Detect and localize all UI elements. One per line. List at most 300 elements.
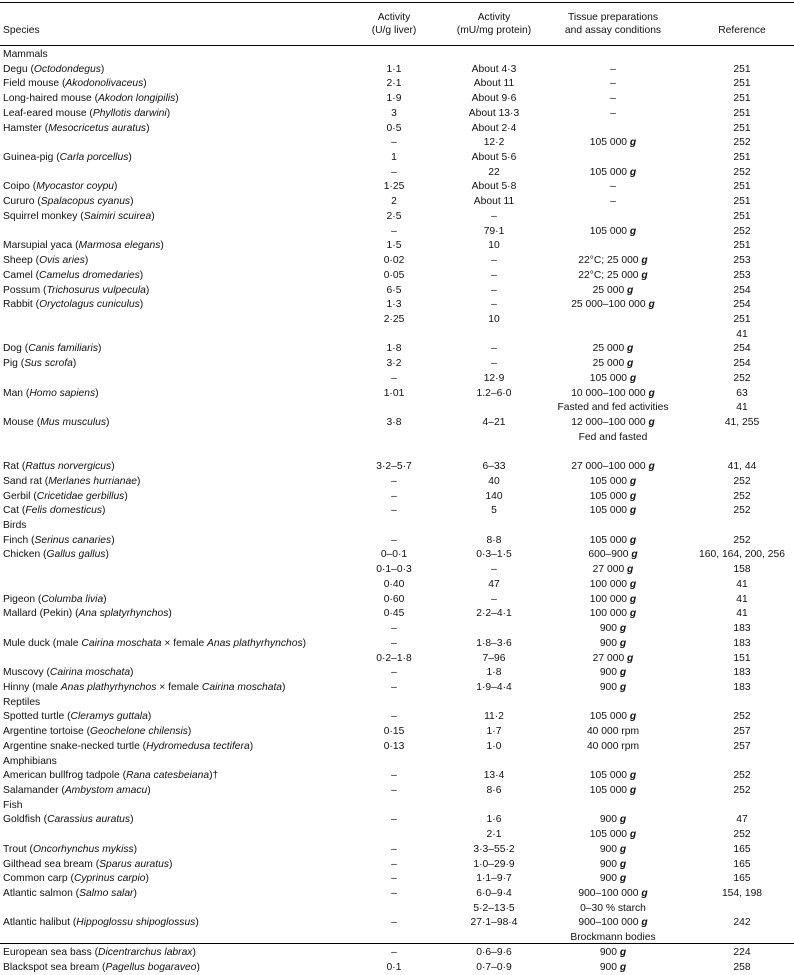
activity-protein-cell: 27·1–98·4 [470, 917, 518, 929]
species-cell [3, 77, 147, 91]
gravity-unit: g [619, 946, 627, 958]
activity-protein-cell: – [491, 299, 497, 311]
scientific-name: Marmosa elegans [78, 240, 161, 252]
species-name: Chicken ( [3, 549, 47, 561]
activity-protein-cell: 1·0 [486, 740, 502, 752]
species-text: ) [130, 196, 134, 208]
table-row [0, 578, 794, 592]
activity-protein-cell: 10 [488, 240, 500, 252]
scientific-name: Ana splatyrhynchos [78, 608, 169, 620]
scientific-name: Rana catesbeiana [126, 770, 210, 782]
tissue-text: 900–100 000 [578, 917, 642, 929]
activity-protein-cell: 1·6 [486, 814, 502, 826]
activity-liver-cell: 2·25 [383, 313, 405, 325]
table-row [0, 475, 794, 489]
activity-liver-cell: – [391, 873, 397, 885]
species-text: ) [114, 181, 118, 193]
activity-liver-cell: 3 [391, 107, 397, 119]
gravity-unit: g [629, 770, 637, 782]
header-tissue [540, 11, 686, 37]
species-cell [3, 387, 99, 401]
tissue-text: 900 [599, 681, 620, 693]
activity-liver-cell: – [391, 667, 397, 679]
scientific-name: Cyprinus carpio [73, 873, 146, 885]
gravity-unit: g [619, 873, 627, 885]
activity-liver-cell: 1·3 [386, 299, 402, 311]
species-text: ) [139, 269, 144, 281]
tissue-cell [548, 813, 678, 827]
activity-liver-cell: 0·2–1·8 [376, 652, 412, 664]
species-cell [3, 122, 150, 136]
gravity-unit: g [629, 711, 637, 723]
gravity-unit: g [619, 637, 627, 649]
tissue-text: 105 000 [589, 475, 630, 487]
tissue-text: 105 000 [589, 711, 630, 723]
scientific-name: Salmo salar [79, 888, 134, 900]
activity-protein-cell: 13·4 [483, 770, 505, 782]
scientific-name: Felis domesticus [25, 505, 103, 517]
activity-protein-cell: – [491, 284, 497, 296]
species-cell [3, 813, 134, 827]
activity-liver-cell: – [391, 505, 397, 517]
species-cell [3, 961, 200, 975]
species-name: Argentine snake-necked turtle ( [3, 740, 147, 752]
scientific-name: Hippoglossu shipoglossus [76, 917, 196, 929]
tissue-text: 105 000 [589, 534, 630, 546]
scientific-name: Pagellus bogaraveo [105, 961, 197, 973]
reference-cell: 251 [733, 107, 751, 119]
tissue-text: 105 000 [589, 785, 630, 796]
species-cell [3, 239, 164, 253]
tissue-cell [548, 622, 678, 636]
reference-cell: 252 [733, 770, 751, 782]
tissue-cell [548, 946, 678, 960]
gravity-unit: g [629, 137, 637, 149]
species-name: Argentine tortoise ( [3, 726, 90, 738]
species-cell [3, 475, 140, 489]
reference-cell: 251 [733, 152, 751, 164]
activity-protein-cell: About 2·4 [471, 122, 517, 134]
activity-protein-cell: About 4·3 [471, 63, 517, 75]
activity-protein-cell: About 11 [473, 196, 515, 208]
species-cell [3, 946, 196, 960]
tissue-cell [548, 916, 678, 930]
scientific-name: Sus scrofa [24, 358, 73, 370]
reference-cell: 41, 255 [724, 417, 760, 428]
reference-cell: 252 [733, 372, 751, 384]
activity-liver-cell: 0·13 [383, 740, 405, 752]
species-cell [3, 298, 143, 312]
tissue-cell [548, 681, 678, 695]
species-name: Amphibians [3, 755, 57, 767]
activity-protein-cell: 1·9–4·4 [476, 681, 512, 693]
table-row [0, 725, 794, 739]
activity-liver-cell: 1·8 [386, 343, 402, 355]
activity-liver-cell: 0·05 [383, 269, 405, 281]
species-name: Pig ( [3, 358, 25, 370]
tissue-text: Fed and fasted [578, 431, 648, 443]
species-name: Reptiles [3, 696, 41, 708]
species-cell [3, 416, 109, 430]
reference-cell: 41 [736, 578, 748, 590]
tissue-cell [548, 225, 678, 239]
tissue-text: 105 000 [589, 137, 630, 149]
reference-cell: 183 [733, 637, 751, 649]
species-text: ) [111, 461, 115, 473]
activity-protein-cell: 0·6–9·6 [476, 946, 512, 958]
activity-liver-cell: – [391, 681, 397, 693]
table-row [0, 710, 794, 724]
species-cell [3, 460, 115, 474]
table-row [0, 828, 794, 842]
tissue-cell [548, 77, 678, 91]
reference-cell: 252 [733, 829, 751, 841]
gravity-unit: g [629, 166, 637, 178]
tissue-text: 10 000–100 000 [571, 387, 649, 399]
activity-protein-cell: – [491, 593, 497, 605]
activity-liver-cell: 1 [391, 152, 397, 164]
activity-liver-cell: 3·2–5·7 [376, 461, 412, 473]
reference-cell: 242 [733, 917, 751, 929]
species-cell [3, 725, 191, 739]
reference-cell: 41 [736, 608, 748, 620]
gravity-unit: g [627, 284, 634, 296]
activity-protein-cell: 1.2–6·0 [476, 387, 512, 399]
table-row [0, 151, 794, 165]
activity-liver-cell: 3·2 [386, 358, 402, 370]
species-name: American bullfrog tadpole ( [3, 770, 127, 782]
scientific-name: Canis familiaris [28, 343, 98, 355]
gravity-unit: g [629, 372, 637, 384]
species-cell [3, 490, 128, 504]
tissue-text: Fasted and fed activities [557, 402, 669, 414]
table-row [0, 445, 794, 459]
species-text: ) [84, 255, 89, 267]
species-text: ) [145, 284, 150, 296]
activity-liver-cell: – [391, 888, 397, 900]
activity-liver-cell: – [391, 711, 397, 723]
activity-protein-cell: 40 [488, 475, 500, 487]
species-text: ) [169, 858, 173, 870]
species-text: ) [143, 78, 147, 90]
reference-cell: 183 [733, 667, 751, 679]
tissue-cell [548, 902, 678, 916]
reference-cell: 252 [733, 785, 751, 796]
species-text: ) [282, 681, 286, 693]
table-row [0, 416, 794, 430]
table-row [0, 298, 794, 312]
tissue-text: 900 [599, 814, 620, 826]
species-cell [3, 210, 155, 224]
scientific-name: Hydromedusa tectifera [146, 740, 250, 752]
table-row [0, 652, 794, 666]
species-cell [3, 887, 137, 901]
table-row [0, 696, 794, 710]
species-name: Field mouse ( [3, 78, 66, 90]
activity-liver-cell: – [391, 770, 397, 782]
species-name: Squirrel monkey ( [3, 210, 84, 222]
table-row [0, 313, 794, 327]
species-text: ) [106, 417, 110, 428]
tissue-text: – [610, 93, 616, 105]
reference-cell: 251 [733, 210, 751, 222]
species-name: Cat ( [3, 505, 26, 517]
activity-liver-cell: – [391, 372, 397, 384]
table-row [0, 784, 794, 798]
table-row [0, 843, 794, 857]
activity-liver-cell: 0·02 [383, 255, 405, 267]
gravity-unit: g [619, 961, 627, 973]
activity-liver-cell: 0·45 [383, 608, 405, 620]
table-row [0, 563, 794, 577]
gravity-unit: g [629, 505, 637, 517]
activity-protein-cell: – [491, 269, 497, 281]
activity-liver-cell: – [391, 623, 397, 635]
table-row [0, 622, 794, 636]
scientific-name: Mesocricetus auratus [48, 122, 147, 134]
reference-cell: 254 [733, 284, 751, 296]
activity-liver-cell: – [391, 637, 397, 649]
species-text: ) [147, 711, 152, 723]
tissue-text: 900 [599, 873, 620, 885]
species-name: Common carp ( [3, 873, 74, 885]
activity-liver-cell: 0–0·1 [380, 549, 408, 561]
species-name: Blackspot sea bream ( [3, 961, 106, 973]
activity-protein-cell: 1·8 [486, 667, 502, 679]
scientific-name: Rattus norvergicus [25, 461, 112, 473]
reference-cell: 154, 198 [721, 888, 763, 900]
tissue-cell [548, 548, 678, 562]
species-cell [3, 799, 22, 813]
activity-liver-cell: 0·5 [386, 122, 402, 134]
activity-liver-cell: 2·5 [386, 210, 402, 222]
table-row [0, 887, 794, 901]
tissue-text: 25 000 [592, 343, 628, 355]
tissue-cell [548, 298, 678, 312]
gravity-unit: g [619, 623, 627, 635]
table-row [0, 946, 794, 960]
scientific-name: Akodon longipilis [98, 93, 176, 105]
species-text: ) [72, 358, 77, 370]
species-name: Fish [3, 799, 23, 811]
tissue-text: 22°C; 25 000 [578, 255, 642, 267]
tissue-text: 600–900 [588, 549, 632, 561]
activity-liver-cell: 2 [391, 196, 397, 208]
activity-liver-cell: 0·15 [383, 726, 405, 738]
activity-protein-cell: 0·3–1·5 [476, 549, 512, 561]
tissue-cell [548, 725, 678, 739]
tissue-text: 900 [599, 637, 620, 649]
species-name: Salamander ( [3, 785, 65, 796]
species-cell [3, 534, 115, 548]
species-cell [3, 784, 151, 798]
species-name: Guinea-pig ( [3, 152, 60, 164]
activity-protein-cell: 10 [488, 313, 500, 325]
activity-liver-cell: – [391, 475, 397, 487]
header-line: Activity [477, 12, 511, 23]
scientific-name: Ambystom amacu [64, 785, 148, 796]
gravity-unit: g [619, 814, 627, 826]
species-text: × female [156, 681, 202, 693]
activity-liver-cell: – [391, 225, 397, 237]
tissue-text: 900 [599, 623, 620, 635]
species-text: ) [128, 152, 132, 164]
scientific-name: Oncorhynchus mykiss [32, 843, 134, 855]
tissue-text: 100 000 [589, 593, 630, 605]
species-name: European sea bass ( [3, 946, 99, 958]
species-text: ) [103, 593, 107, 605]
scientific-name: Ovis aries [39, 255, 85, 267]
reference-cell: 41 [736, 593, 748, 605]
activity-liver-cell: 1·5 [386, 240, 402, 252]
tissue-cell [548, 563, 678, 577]
reference-cell: 258 [733, 961, 751, 973]
tissue-text: 900 [599, 961, 620, 973]
table-row [0, 637, 794, 651]
gravity-unit: g [648, 387, 655, 399]
table-row [0, 548, 794, 562]
activity-protein-cell: 11·2 [484, 711, 504, 723]
table-row [0, 401, 794, 415]
species-name: Man ( [3, 387, 30, 399]
activity-protein-cell: 47 [488, 578, 500, 590]
gravity-unit: g [627, 564, 634, 576]
table-row [0, 284, 794, 298]
tissue-cell [548, 63, 678, 77]
activity-liver-cell: – [391, 858, 397, 870]
activity-liver-cell: 6·5 [386, 284, 402, 296]
reference-cell: 252 [733, 534, 751, 546]
activity-protein-cell: – [491, 358, 497, 370]
species-cell [3, 593, 107, 607]
reference-cell: 165 [733, 843, 751, 855]
gravity-unit: g [627, 343, 634, 355]
tissue-cell [548, 578, 678, 592]
species-text: ) [100, 63, 105, 75]
reference-cell: 252 [733, 711, 751, 723]
scientific-name: Cairina moschata [49, 667, 131, 679]
species-text: ) [130, 667, 134, 679]
scientific-name: Carassius auratus [47, 814, 131, 826]
species-cell [3, 607, 172, 621]
species-cell [3, 740, 253, 754]
scientific-name: Anas plathyrhynchos [207, 637, 303, 649]
tissue-text: 12 000–100 000 [571, 417, 649, 428]
tissue-text: 0–30 % starch [580, 902, 646, 914]
tissue-cell [548, 460, 678, 474]
reference-cell: 252 [733, 475, 751, 487]
table-row [0, 519, 794, 533]
species-name: Trout ( [3, 843, 33, 855]
species-name: Goldfish ( [3, 814, 48, 826]
table-row [0, 48, 794, 62]
species-cell [3, 342, 101, 356]
tissue-text: 105 000 [589, 166, 630, 178]
header-activity-liver [356, 11, 432, 37]
activity-protein-cell: 6·0–9·4 [476, 888, 512, 900]
gravity-unit: g [631, 549, 638, 561]
scientific-name: Cricetidae gerbillus [36, 490, 125, 502]
species-name: Mallard (Pekin) ( [3, 608, 79, 620]
scientific-name: Carla porcellus [59, 152, 129, 164]
table-row [0, 534, 794, 548]
activity-protein-cell: About 11 [473, 78, 515, 90]
tissue-cell [548, 372, 678, 386]
gravity-unit: g [641, 888, 648, 900]
species-cell [3, 755, 57, 769]
species-name: Degu ( [3, 63, 34, 75]
table-row [0, 607, 794, 621]
activity-protein-cell: 8·6 [486, 785, 502, 796]
activity-protein-cell: About 9·6 [471, 93, 517, 105]
species-text: ) [146, 122, 150, 134]
tissue-text: 105 000 [589, 829, 630, 841]
table-row [0, 269, 794, 283]
table-row [0, 431, 794, 445]
activity-protein-cell: 8·8 [486, 534, 502, 546]
species-name: Spotted turtle ( [3, 711, 71, 723]
species-name: Rat ( [3, 461, 26, 473]
table-row [0, 77, 794, 91]
species-cell [3, 681, 285, 695]
header-rule [0, 45, 794, 46]
tissue-text: 900 [599, 946, 620, 958]
reference-cell: 254 [733, 343, 751, 355]
species-name: Rabbit ( [3, 299, 40, 311]
species-name: Sheep ( [3, 255, 40, 267]
table-row [0, 740, 794, 754]
reference-cell: 160, 164, 200, 256 [699, 549, 785, 561]
header-line: (U/g liver) [371, 25, 417, 36]
species-cell [3, 357, 76, 371]
species-cell [3, 63, 104, 77]
species-name: Sand rat ( [3, 475, 49, 487]
species-text: ) [151, 210, 155, 222]
species-cell [3, 916, 199, 930]
activity-protein-cell: 5·2–13·5 [473, 902, 515, 914]
activity-liver-cell: 1·1 [386, 63, 402, 75]
tissue-text: 27 000 [592, 652, 628, 664]
tissue-text: 100 000 [589, 608, 630, 620]
reference-cell: 253 [733, 255, 751, 267]
tissue-text: 105 000 [589, 770, 630, 782]
species-cell [3, 180, 117, 194]
reference-cell: 158 [733, 564, 751, 576]
species-cell [3, 519, 26, 533]
activity-protein-cell: 1·8–3·6 [476, 637, 512, 649]
reference-cell: 251 [733, 78, 751, 90]
tissue-cell [548, 637, 678, 651]
tissue-text: 100 000 [589, 578, 630, 590]
tissue-cell [548, 195, 678, 209]
table-row [0, 195, 794, 209]
species-text: ) [249, 740, 254, 752]
activity-protein-cell: 1·7 [486, 726, 502, 738]
reference-cell: 252 [733, 225, 751, 237]
tissue-cell [548, 107, 678, 121]
tissue-cell [548, 740, 678, 754]
table-row [0, 328, 794, 342]
reference-cell: 165 [733, 873, 751, 885]
header-reference: Reference [718, 25, 766, 36]
activity-protein-cell: – [491, 564, 497, 576]
table-row [0, 666, 794, 680]
reference-cell: 183 [733, 623, 751, 635]
activity-protein-cell: – [491, 255, 497, 267]
species-name: Hinny (male [3, 681, 61, 693]
tissue-cell [548, 784, 678, 798]
table-row [0, 490, 794, 504]
